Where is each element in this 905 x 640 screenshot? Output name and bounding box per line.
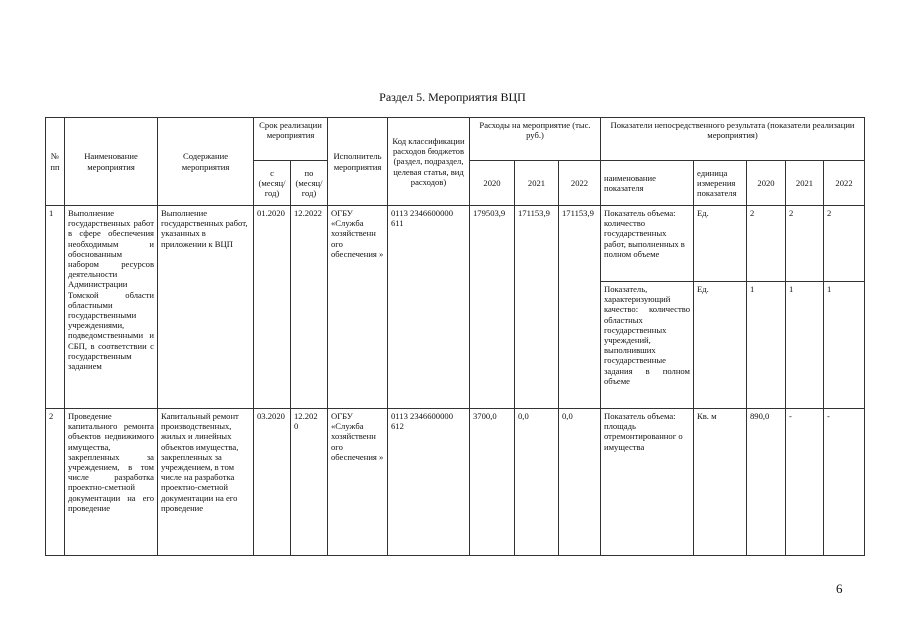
header-executor: Исполнитель мероприятия bbox=[328, 118, 388, 206]
header-exp-year-3: 2022 bbox=[559, 161, 601, 206]
row-from: 03.2020 bbox=[254, 409, 291, 556]
indicator-val-3: 1 bbox=[824, 282, 865, 409]
header-indicators: Показатели непосредственного результата (показатели реализации мероприятия) bbox=[601, 118, 865, 161]
row-exp-1: 179503,9 bbox=[470, 206, 515, 409]
indicator-val-2: 1 bbox=[786, 282, 824, 409]
row-content: Капитальный ремонт производственных, жилых и линейных объектов имущества, закрепленных за учреждением, в том числе на разработка проектно-сметной документации на его проведение bbox=[158, 409, 254, 556]
header-code: Код классификации расходов бюджетов (раздел, подраздел, целевая статья, вид расходов) bbox=[388, 118, 470, 206]
header-expenses: Расходы на мероприятие (тыс. руб.) bbox=[470, 118, 601, 161]
header-exp-year-2: 2021 bbox=[515, 161, 559, 206]
header-period-from: с (месяц/ год) bbox=[254, 161, 291, 206]
header-period-to: по (месяц/ год) bbox=[291, 161, 328, 206]
table-row bbox=[46, 409, 865, 556]
row-num: 1 bbox=[46, 206, 65, 409]
table-row bbox=[46, 206, 865, 282]
row-executor: ОГБУ «Служба хозяйственн ого обеспечения » bbox=[328, 409, 388, 556]
header-exp-year-1: 2020 bbox=[470, 161, 515, 206]
row-name: Проведение капитального ремонта объектов недвижимого имущества, закрепленных за учреждением, в том числе разработка проектно-сметной документации на его проведение bbox=[65, 409, 158, 556]
header-num: № пп bbox=[46, 118, 65, 206]
row-from: 01.2020 bbox=[254, 206, 291, 409]
row-exp-1: 3700,0 bbox=[470, 409, 515, 556]
row-code: 0113 2346600000 611 bbox=[388, 206, 470, 409]
header-content: Содержание мероприятия bbox=[158, 118, 254, 206]
row-num: 2 bbox=[46, 409, 65, 556]
indicator-name: Показатель, характеризующий качество: количество областных государственных учреждений, выполнивших государственные задания в полном объеме bbox=[601, 282, 694, 409]
row-exp-2: 0,0 bbox=[515, 409, 559, 556]
row-name: Выполнение государственных работ в сфере обеспечения необходимым и обоснованным набором ресурсов деятельности Администрации Томской области областными государственными учреждениями, подведомственными и СБП, в соответствии с государственным заданием bbox=[65, 206, 158, 409]
section-title: Раздел 5. Мероприятия ВЦП bbox=[379, 90, 526, 104]
row-exp-2: 171153,9 bbox=[515, 206, 559, 409]
indicator-name: Показатель объема: площадь отремонтированног о имущества bbox=[601, 409, 694, 556]
header-indicator-name: наименование показателя bbox=[601, 161, 694, 206]
header-period: Срок реализации мероприятия bbox=[254, 118, 328, 161]
row-content: Выполнение государственных работ, указанных в приложении к ВЦП bbox=[158, 206, 254, 409]
row-executor: ОГБУ «Служба хозяйственн ого обеспечения » bbox=[328, 206, 388, 409]
header-ind-year-3: 2022 bbox=[824, 161, 865, 206]
indicator-val-3: 2 bbox=[824, 206, 865, 282]
indicator-unit: Кв. м bbox=[694, 409, 747, 556]
indicator-val-1: 1 bbox=[747, 282, 786, 409]
indicator-unit: Ед. bbox=[694, 206, 747, 282]
indicator-name: Показатель объема: количество государственных работ, выполненных в полном объеме bbox=[601, 206, 694, 282]
row-to: 12.2022 bbox=[291, 206, 328, 409]
indicator-val-1: 890,0 bbox=[747, 409, 786, 556]
header-row-1 bbox=[46, 118, 865, 161]
row-to: 12.202 0 bbox=[291, 409, 328, 556]
row-exp-3: 171153,9 bbox=[559, 206, 601, 409]
indicator-val-3: - bbox=[824, 409, 865, 556]
row-code: 0113 2346600000 612 bbox=[388, 409, 470, 556]
indicator-unit: Ед. bbox=[694, 282, 747, 409]
header-ind-year-2: 2021 bbox=[786, 161, 824, 206]
indicator-val-2: - bbox=[786, 409, 824, 556]
header-name: Наименование мероприятия bbox=[65, 118, 158, 206]
indicator-val-1: 2 bbox=[747, 206, 786, 282]
header-indicator-unit: единица измерения показателя bbox=[694, 161, 747, 206]
measures-table bbox=[45, 117, 865, 556]
header-ind-year-1: 2020 bbox=[747, 161, 786, 206]
row-exp-3: 0,0 bbox=[559, 409, 601, 556]
indicator-val-2: 2 bbox=[786, 206, 824, 282]
page-number: 6 bbox=[836, 581, 843, 596]
